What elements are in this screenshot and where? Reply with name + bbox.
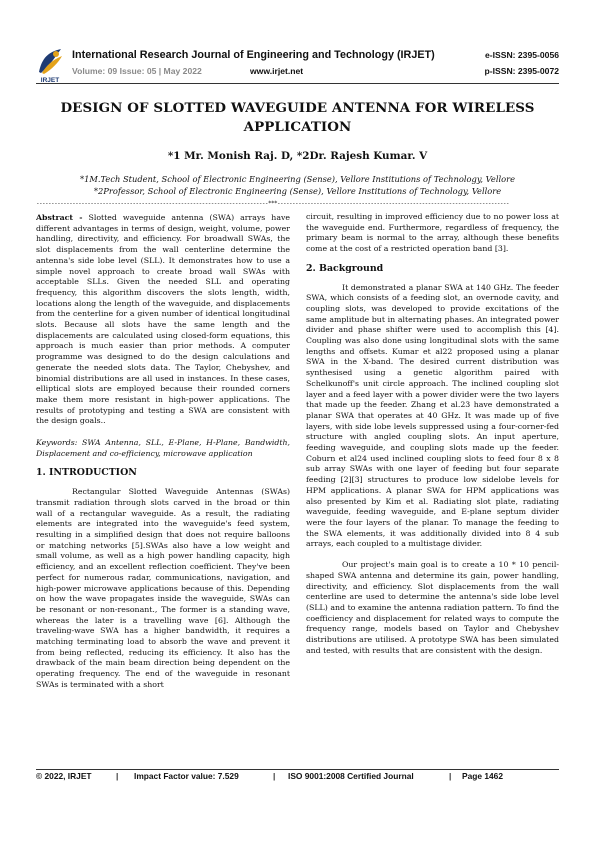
paper-title (40, 99, 555, 137)
e-issn: e-ISSN: 2395-0056 (484, 50, 559, 60)
right-column (306, 212, 559, 772)
irjet-logo-icon (36, 46, 64, 77)
footer-iso: ISO 9001:2008 Certified Journal (288, 771, 414, 781)
background-para-2: Our project's main goal is to create a 10 * 10 pencil-shaped SWA antenna and determine its gain, power handling, directivity, and efficiency. Slot displacements from the wall centerline are used to determine the antenna's side lobe level (SLL) and to examine the antenna radiation pattern. To find the coefficiency and displacement for related ways to compute the frequency range, models based on Taylor and Chebyshev distributions are utilised. A prototype SWA has been simulated and tested, with results that are consistent with the design. (306, 560, 559, 655)
journal-website: www.irjet.net (250, 66, 304, 76)
introduction-text: Rectangular Slotted Waveguide Antennas (SWAs) transmit radiation through slots carved in the broad or thin wall of a rectangular waveguide. As a result, the radiating elements are integrated into the waveguide's feed system, resulting in a simplified design that does not require balloons or matching networks [5].SWAs also have a low weight and small volume, as well as a high power handling capacity, high efficiency, and an excellent reflection coefficient. They've been perfect for numerous radar, communications, navigation, and high-power microwave applications because of this. Depending on how the wave propagates inside the waveguide, SWAs can be resonant or non-resonant., The former is a standing wave, whereas the later is a travelling wave [6]. Although the traveling-wave SWA has a higher bandwidth, it requires a matching terminating load to absorb the wave and prevent it from being reflected, reducing its efficiency. It also has the drawback of the main beam direction being dependent on the operating frequency. The end of the waveguide in resonant SWAs is terminated with a short (36, 487, 290, 689)
footer-separator: | (273, 771, 276, 781)
footer-separator: | (449, 771, 452, 781)
section-heading-introduction: 1. INTRODUCTION (36, 467, 137, 479)
header-rule (36, 83, 559, 84)
left-column (36, 213, 290, 773)
separator-line: -----------------------------------------------------------------------------***----------------------------------------------------------------------------- (36, 200, 509, 207)
title-line-2: APPLICATION (243, 119, 352, 135)
p-issn: p-ISSN: 2395-0072 (484, 66, 559, 76)
affiliation-1: *1M.Tech Student, School of Electronic Engineering (Sense), Vellore Institutions of Technology, Vellore (79, 174, 515, 184)
footer-page-number: Page 1462 (462, 771, 503, 781)
logo-text: IRJET (40, 77, 60, 84)
abstract (36, 213, 290, 427)
footer-separator: | (116, 771, 119, 781)
keywords: Keywords: SWA Antenna, SLL, E-Plane, H-Plane, Bandwidth, Displacement and co-efficiency, microwave application (36, 438, 290, 458)
abstract-text: Slotted waveguide antenna (SWA) arrays have different advantages in terms of design, weight, volume, power handling, directivity, and efficiency. For broadwall SWAs, the slot displacements from the wall centerline determine the antenna's side lobe level (SLL). It demonstrates how to use a simple novel approach to create broad wall SWAs with acceptable SLLs. Given the needed SLL and operating frequency, this algorithm discovers the slots length, width, locations along the length of the waveguide, and displacements from the centerline for a given number of identical longitudinal slots. Because all slots have the same length and the displacements are calculated using closed-form equations, this approach is much easier than prior methods. A computer programme was designed to do the design calculations and generate the needed slots data. The Taylor, Chebyshev, and binomial distributions are all used in instances. In these cases, elliptical slots are employed because their rounded corners make them more resistant in high-power applications. The results of prototyping and testing a SWA are consistent with the design goals.. (36, 213, 290, 426)
footer-impact-factor: Impact Factor value: 7.529 (134, 771, 239, 781)
authors: *1 Mr. Monish Raj. D, *2Dr. Rajesh Kumar. V (167, 150, 428, 162)
background-para-1: It demonstrated a planar SWA at 140 GHz. The feeder SWA, which consists of a feeding slot, an overnode cavity, and coupling slots, was developed to provide excitations of the same amplitude but in alternating phases. An integrated power divider and phase shifter were used to accomplish this [4]. Coupling was also done using longitudinal slots with the same lengths and offsets. Kumar et al22 proposed using a planar SWA in the X-band. The desired current distribution was synthesised using a genetic algorithm paired with Schelkunoff's unit circle approach. The inclined coupling slot layer and a feed layer with a power divider were the two layers that made up the feeder. Zhang et al.23 have demonstrated a planar SWA that operates at 40 GHz. It was made up of five layers, with side lobe levels suppressed using a four-corner-fed structure with angled coupling slots. An input aperture, feeding waveguide, and coupling slots made up the feeder. Coburn et al24 used inclined coupling slots to feed four 8 x 8 sub array SWAs with one layer of feeding but four separate feeding [2][3] structures to produce low sidelobe levels for HPM applications. A planar SWA for HPM applications was also presented by Kim et al. Radiating slot plate, radiating waveguide, feeding waveguide, and E-plane septum divider were the four layers of the planar. To manage the feeding to the SWA elements, it was additionally divided into 8 4 sub arrays, each coupled to a multistage divider. (306, 282, 559, 549)
affiliation-2: *2Professor, School of Electronic Engineering (Sense), Vellore Institutions of Technology, Vellore (93, 186, 502, 196)
footer-copyright: © 2022, IRJET (36, 771, 92, 781)
introduction-continued: circuit, resulting in improved efficiency due to no power loss at the waveguide end. Furthermore, regardless of frequency, the primary beam is normal to the array, although these benefits come at the cost of a restricted operation band [3]. (306, 212, 559, 254)
section-heading-background: 2. Background (306, 262, 384, 274)
abstract-label: Abstract - (36, 213, 83, 222)
journal-name: International Research Journal of Engineering and Technology (IRJET) (72, 49, 435, 61)
footer-rule (36, 769, 559, 770)
title-line-1: DESIGN OF SLOTTED WAVEGUIDE ANTENNA FOR WIRELESS (60, 100, 535, 116)
volume-issue: Volume: 09 Issue: 05 | May 2022 (72, 66, 202, 76)
